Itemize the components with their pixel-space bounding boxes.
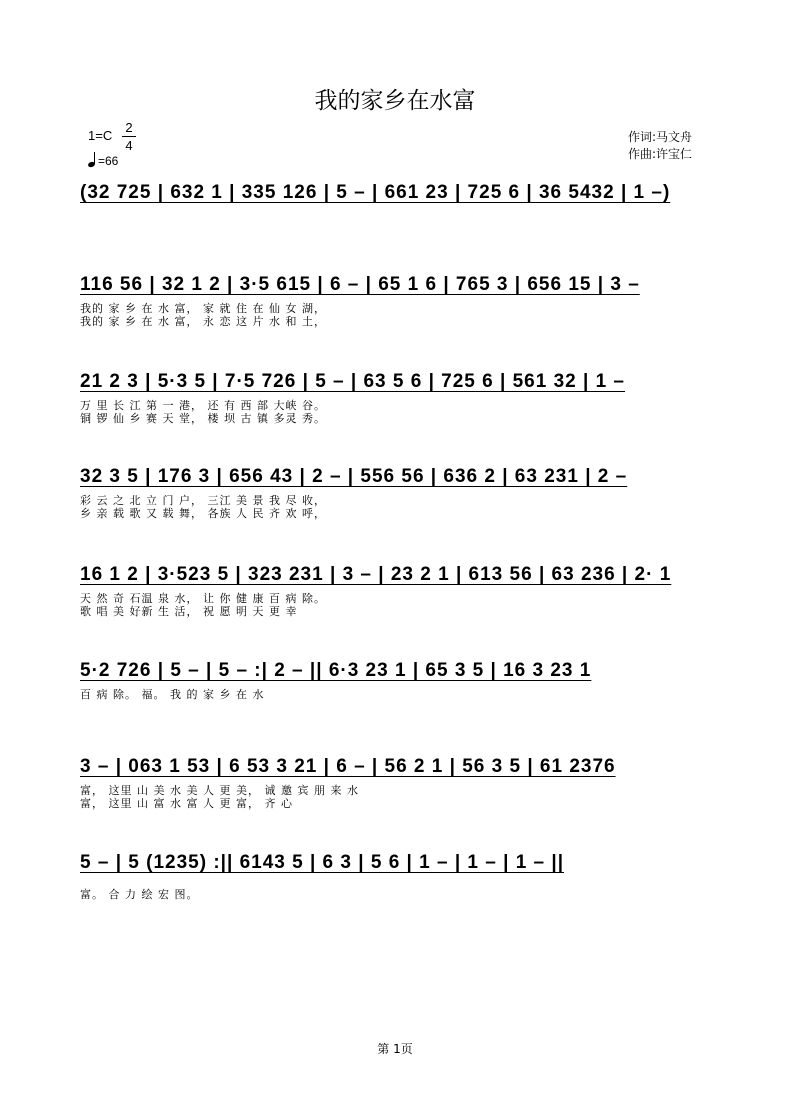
lyric-verse-2: 铜 锣 仙 乡 赛 天 堂， 楼 坝 古 镇 多灵 秀。 [80,412,326,425]
note-stem [94,152,95,164]
staff-line-3 [80,460,730,520]
page-number: 第 1页 [377,1042,413,1056]
staff-line-4 [80,558,730,618]
notation-row: 21 2 3 | 5·3 5 | 7·5 726 | 5 – | 63 5 6 | 725 6 | 561 32 | 1 – [80,371,625,392]
time-signature [122,120,136,153]
lyric-verse-1: 富， 这里 山 美 水 美 人 更 美， 诚 邀 宾 朋 来 水 [80,784,359,797]
lyric-verse-2: 我的 家 乡 在 水 富， 永 恋 这 片 水 和 土， [80,315,326,328]
lyric-verse-1: 万 里 长 江 第 一 港， 还 有 西 部 大峡 谷。 [80,399,326,412]
time-signature-bottom: 4 [125,138,133,153]
notation-row: 3 – | 063 1 53 | 6 53 3 21 | 6 – | 56 2 1 | 56 3 5 | 61 2376 [80,756,616,777]
time-signature-bar [122,136,136,137]
lyric-verse-1: 百 病 除。 福。 我 的 家 乡 在 水 [80,688,265,701]
tempo-value: =66 [98,154,119,168]
song-title: 我的家乡在水富 [314,88,476,114]
staff-line-6 [80,750,730,810]
time-signature-top: 2 [125,120,133,135]
notation-row: 116 56 | 32 1 2 | 3·5 615 | 6 – | 65 1 6 | 765 3 | 656 15 | 3 – [80,274,640,295]
lyric-verse-1: 彩 云 之 北 立 门 户， 三江 美 景 我 尽 收， [80,494,326,507]
lyric-verse-2: 乡 亲 载 歌 又 载 舞， 各族 人 民 齐 欢 呼， [80,507,326,520]
key-signature: 1=C [88,128,113,143]
notation-row: 5·2 726 | 5 – | 5 – :| 2 – || 6·3 23 1 | 65 3 5 | 16 3 23 1 [80,660,592,681]
notation-row: 5 – | 5 (1235) :|| 6143 5 | 6 3 | 5 6 | 1 – | 1 – | 1 – || [80,852,565,873]
lyricist-credit: 作词:马文舟 [628,130,693,144]
lyric-verse-1: 我的 家 乡 在 水 富， 家 就 住 在 仙 女 湖， [80,302,326,315]
staff-line-5 [80,654,730,701]
staff-line-1 [80,268,730,328]
lyric-verse-1: 富。 合 力 绘 宏 图。 [80,888,199,901]
lyric-verse-2: 歌 唱 美 好新 生 活， 祝 愿 明 天 更 幸 [80,605,298,618]
staff-line-2 [80,365,730,425]
notation-row: 32 3 5 | 176 3 | 656 43 | 2 – | 556 56 | 636 2 | 63 231 | 2 – [80,466,628,487]
tempo-marking [88,154,118,168]
composer-credit: 作曲:许宝仁 [628,147,693,161]
notation-row: (32 725 | 632 1 | 335 126 | 5 – | 661 23 | 725 6 | 36 5432 | 1 –) [80,182,671,203]
lyric-verse-1: 天 然 奇 石温 泉 水， 让 你 健 康 百 病 除。 [80,592,326,605]
notation-row: 16 1 2 | 3·523 5 | 323 231 | 3 – | 23 2 1 | 613 56 | 63 236 | 2· 1 [80,564,672,585]
lyric-verse-2: 富， 这里 山 富 水 富 人 更 富， 齐 心 [80,797,293,810]
staff-line-intro [80,176,730,210]
staff-line-7 [80,846,730,901]
